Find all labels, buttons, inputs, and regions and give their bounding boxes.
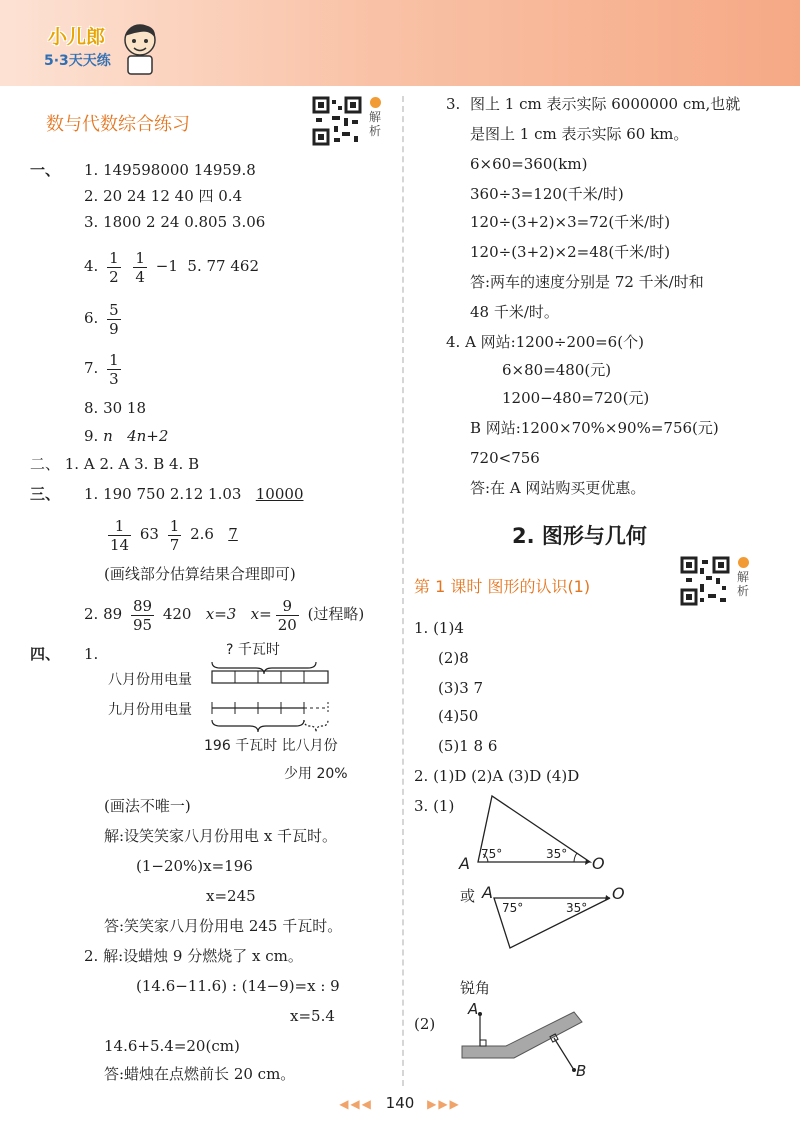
chapter-title <box>512 520 647 550</box>
fraction <box>107 249 121 286</box>
cartoon-kid-icon <box>120 20 160 76</box>
q3-1-b <box>104 512 238 556</box>
g3-1: 3. (1) <box>414 797 455 815</box>
point-a <box>478 1012 482 1016</box>
denominator: 95 <box>132 615 153 634</box>
aug-bar <box>212 671 328 683</box>
g1-4: (4)50 <box>438 707 479 725</box>
top-brace <box>212 662 316 674</box>
fraction <box>133 249 147 286</box>
denominator: 9 <box>109 319 119 338</box>
numerator: 1 <box>135 248 145 267</box>
q3-2-mid: 420 <box>162 605 192 623</box>
acute-label: 锐角 <box>460 979 491 997</box>
q1-9 <box>84 426 168 446</box>
q4-1-s1: 解:设笑笑家八月份用电 x 千瓦时。 <box>104 827 338 845</box>
triangle-diagrams <box>450 786 630 952</box>
series-name: 5·3天天练 <box>44 53 111 69</box>
q3-note: (画线部分估算结果合理即可) <box>104 565 296 583</box>
g1-5: (5)1 8 6 <box>438 737 498 755</box>
r-q4-l3: 1200−480=720(元) <box>502 389 650 407</box>
q1-8: 8. 30 18 <box>84 399 147 417</box>
ray-arrow <box>605 895 610 901</box>
qr-play-icon <box>370 97 381 108</box>
label-o: O <box>612 884 625 903</box>
label-a: A <box>459 854 470 873</box>
numerator: 9 <box>276 597 299 616</box>
sep-label: 九月份用电量 <box>108 702 192 718</box>
r-q4-l2: 6×80=480(元) <box>502 361 612 379</box>
g3-2: (2) <box>414 1015 436 1033</box>
page-number: 140 <box>385 1094 415 1112</box>
brand-name: 小儿郎 <box>48 26 106 48</box>
label-a: A <box>482 883 493 902</box>
q4-2-s5: 答:蜡烛在点燃前长 20 cm。 <box>104 1065 296 1083</box>
qr-label: 解析 <box>369 110 382 138</box>
numerator: 1 <box>109 248 119 267</box>
label-o: O <box>592 854 605 873</box>
q4-1-note: (画法不唯一) <box>104 797 191 815</box>
q1-3: 3. 1800 2 24 0.805 3.06 <box>84 213 266 231</box>
r-q4-l5: 720<756 <box>470 449 540 467</box>
q2: 二、 1. A 2. A 3. B 4. B <box>30 455 200 473</box>
left-arrows-icon: ◀◀◀ <box>339 1097 373 1111</box>
angle-75: 75° <box>481 847 503 861</box>
q3-1-a <box>84 484 303 504</box>
q4-1-s2: (1−20%)x=196 <box>136 857 253 875</box>
q4-label: 四、 <box>30 645 61 663</box>
q4-2-s2: (14.6−11.6) : (14−9)=x : 9 <box>136 977 340 995</box>
or-label: 或 <box>460 887 476 905</box>
q3-2-x1: x=3 <box>205 605 237 623</box>
qr-play-icon <box>738 557 749 568</box>
q1-5: 5. 77 462 <box>187 257 259 275</box>
q4-2-s1: 2. 解:设蜡烛 9 分燃烧了 x cm。 <box>84 947 303 965</box>
r-q4-l4: B 网站:1200×70%×90%=756(元) <box>470 419 719 437</box>
denominator: 3 <box>109 369 119 388</box>
section-title: 数与代数综合练习 <box>46 114 190 135</box>
q1-6-no: 6. <box>84 309 99 327</box>
q3-2-x2: x= <box>250 605 272 623</box>
strip-diagram <box>456 1000 596 1086</box>
numerator: 1 <box>109 350 119 369</box>
q3-1-b-underlined: 7 <box>228 525 238 543</box>
q1-1: 1. 149598000 14959.8 <box>84 161 256 179</box>
r-q3-l6: 120÷(3+2)×2=48(千米/时) <box>470 243 671 261</box>
angle-arc <box>574 853 577 862</box>
numerator: 89 <box>132 596 153 615</box>
q4-1-s3: x=245 <box>206 887 256 905</box>
g1-1: 1. (1)4 <box>414 619 464 637</box>
g1-3: (3)3 7 <box>438 679 484 697</box>
r-q3-l4: 360÷3=120(千米/时) <box>470 185 624 203</box>
q3-2-end: (过程略) <box>307 605 365 623</box>
small-brace <box>304 720 328 732</box>
r-q3-l8: 48 千米/时。 <box>470 303 559 321</box>
denominator: 4 <box>135 267 145 286</box>
fraction <box>276 597 299 634</box>
angle-75: 75° <box>502 901 524 915</box>
chapter-name: 图形与几何 <box>541 524 647 548</box>
q3-2 <box>84 592 364 636</box>
q1-4-rest: −1 <box>155 257 178 275</box>
fraction <box>107 351 121 388</box>
aug-label: 八月份用电量 <box>108 672 192 688</box>
label-a: A <box>468 1000 479 1018</box>
r-q4-l6: 答:在 A 网站购买更优惠。 <box>470 479 646 497</box>
q4-1-no: 1. <box>84 645 99 663</box>
q1-label: 一、 <box>30 161 61 179</box>
denominator: 7 <box>169 535 180 554</box>
column-divider <box>402 96 404 1086</box>
page-footer <box>0 1094 800 1112</box>
q4-2-s3: x=5.4 <box>290 1007 335 1025</box>
q1-9-no: 9. <box>84 427 99 445</box>
perpendicular-b <box>554 1038 574 1070</box>
q1-7 <box>84 346 125 390</box>
q3-1-values: 1. 190 750 2.12 1.03 <box>84 485 242 503</box>
fraction <box>131 597 154 634</box>
r-q3-l1: 图上 1 cm 表示实际 6000000 cm,也就 <box>470 95 741 113</box>
q1-2: 2. 20 24 12 40 四 0.4 <box>84 187 243 205</box>
diagram-less-label: 少用 20% <box>284 766 348 782</box>
angle-35: 35° <box>546 847 568 861</box>
r-q3-l2: 是图上 1 cm 表示实际 60 km。 <box>470 125 689 143</box>
r-q4-l1: 4. A 网站:1200÷200=6(个) <box>446 333 644 351</box>
right-arrows-icon: ▶▶▶ <box>427 1097 461 1111</box>
brand-logo <box>14 20 164 80</box>
q1-4-no: 4. <box>84 257 99 275</box>
diagram-top-label: ? 千瓦时 <box>226 642 280 658</box>
q1-9-a: n <box>103 427 113 445</box>
numerator: 5 <box>109 300 119 319</box>
denominator: 2 <box>109 267 119 286</box>
numerator: 1 <box>108 517 131 536</box>
q4-1-s4: 答:笑笑家八月份用电 245 千瓦时。 <box>104 917 343 935</box>
numerator: 1 <box>169 516 180 535</box>
diagram-bottom-label: 196 千瓦时 比八月份 <box>204 738 338 754</box>
qr-code-icon[interactable] <box>680 556 730 606</box>
q3-1-underlined: 10000 <box>255 485 304 503</box>
r-q3-l7: 答:两车的速度分别是 72 千米/时和 <box>470 273 704 291</box>
q1-4 <box>84 244 259 288</box>
qr-code-icon[interactable] <box>312 96 362 146</box>
q1-9-b: 4n+2 <box>127 427 169 445</box>
label-b: B <box>576 1062 587 1080</box>
r-q3-l3: 6×60=360(km) <box>470 155 588 173</box>
g2: 2. (1)D (2)A (3)D (4)D <box>414 767 580 785</box>
q3-label: 三、 <box>30 485 61 503</box>
qr-label: 解析 <box>737 570 750 598</box>
denominator: 14 <box>110 535 130 554</box>
fraction <box>168 517 182 554</box>
q4-2-s4: 14.6+5.4=20(cm) <box>104 1037 240 1055</box>
r-q3-no: 3. <box>446 95 461 113</box>
q3-1-b-num: 2.6 <box>190 525 214 543</box>
g1-2: (2)8 <box>438 649 469 667</box>
q1-7-no: 7. <box>84 359 99 377</box>
r-q3-l5: 120÷(3+2)×3=72(千米/时) <box>470 213 671 231</box>
right-angle-mark <box>480 1040 486 1046</box>
denominator: 20 <box>277 615 297 634</box>
angle-35: 35° <box>566 901 588 915</box>
line-segment-diagram <box>108 640 398 790</box>
bottom-brace <box>212 720 304 732</box>
q3-2-no: 2. 89 <box>84 605 123 623</box>
chapter-number: 2. <box>512 524 535 548</box>
fraction <box>107 301 121 338</box>
lesson-title: 第 1 课时 图形的认识(1) <box>414 577 591 596</box>
fraction <box>108 517 131 554</box>
q1-6 <box>84 296 125 340</box>
q3-1-b-mid: 63 <box>139 525 159 543</box>
